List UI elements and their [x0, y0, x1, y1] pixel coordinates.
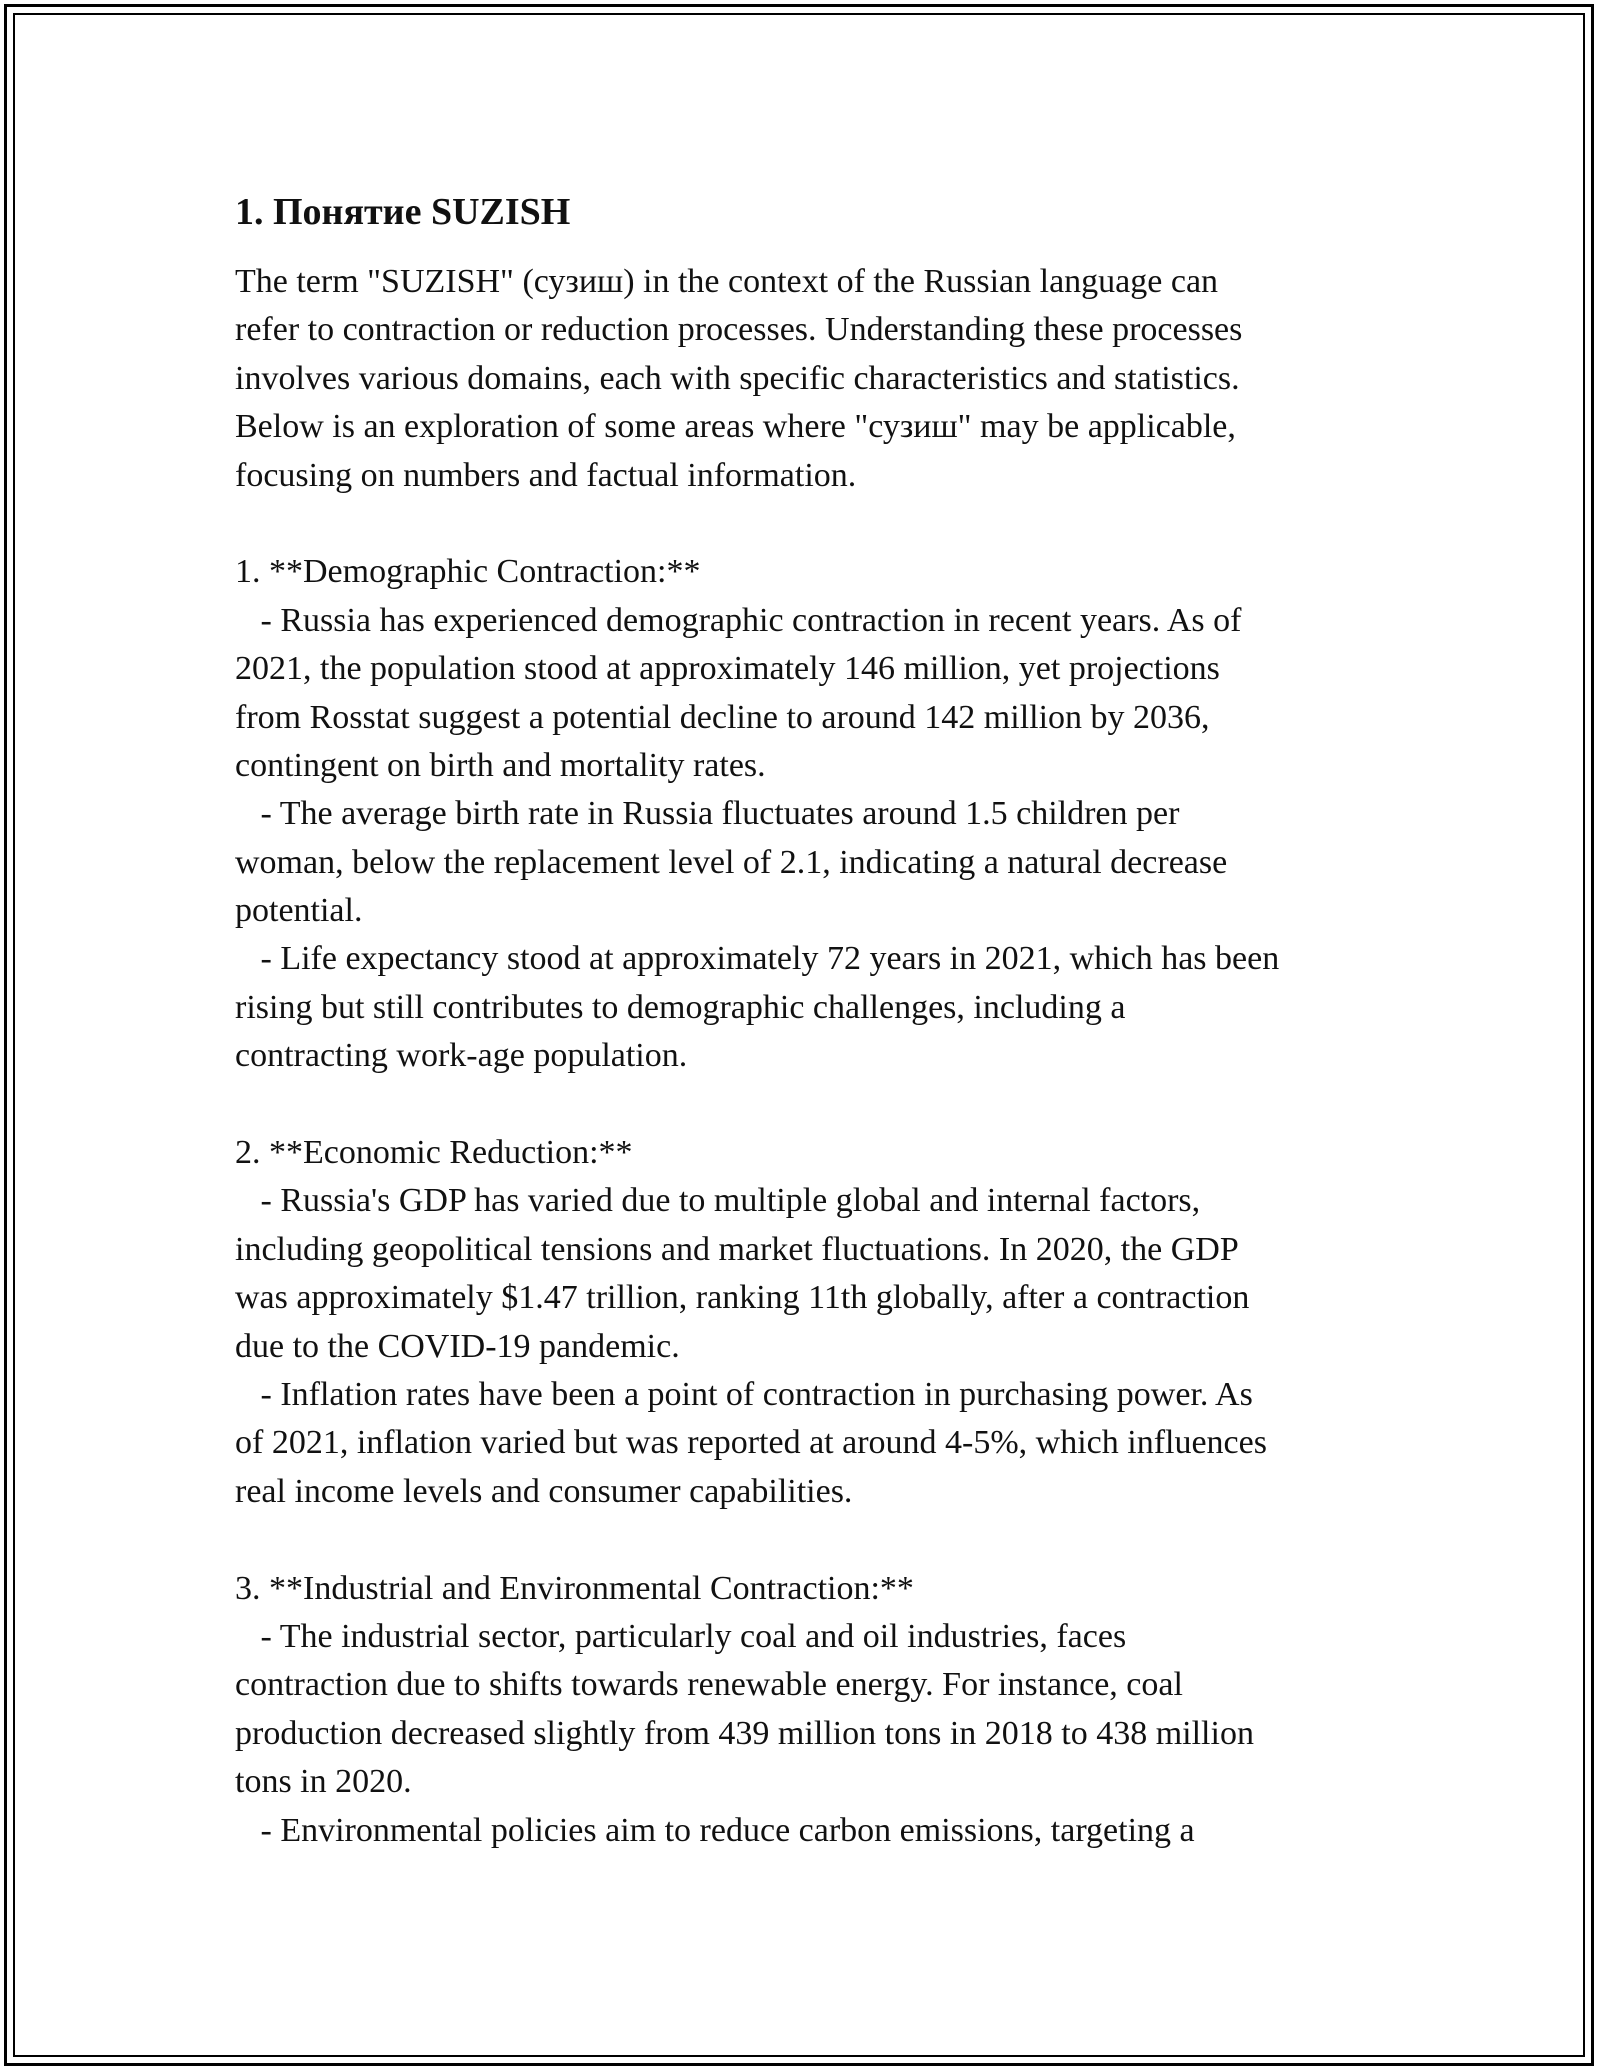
text-line: contracting work-age population. — [235, 1037, 688, 1075]
text-line: including geopolitical tensions and market fluctuations. In 2020, the GDP — [235, 1230, 1239, 1268]
text-line — [235, 1516, 1415, 1564]
text-line: involves various domains, each with specific characteristics and statistics. — [235, 359, 1240, 397]
text-line: focusing on numbers and factual information. — [235, 456, 857, 494]
text-line: - The average birth rate in Russia fluctuates around 1.5 children per — [235, 795, 1180, 833]
text-line: - Russia's GDP has varied due to multiple global and internal factors, — [235, 1182, 1201, 1220]
text-line: from Rosstat suggest a potential decline to around 142 million by 2036, — [235, 698, 1210, 736]
text-line: - The industrial sector, particularly coal and oil industries, faces — [235, 1617, 1127, 1655]
document-body — [235, 186, 1415, 1855]
text-line: production decreased slightly from 439 million tons in 2018 to 438 million — [235, 1714, 1254, 1752]
text-line: - Inflation rates have been a point of contraction in purchasing power. As — [235, 1375, 1253, 1413]
text-line: due to the COVID-19 pandemic. — [235, 1327, 680, 1365]
text-line: - Russia has experienced demographic contraction in recent years. As of — [235, 601, 1242, 639]
paragraph-block — [235, 258, 1415, 1855]
text-line: 3. **Industrial and Environmental Contraction:** — [235, 1569, 914, 1607]
text-line: refer to contraction or reduction processes. Understanding these processes — [235, 311, 1243, 349]
text-line: contingent on birth and mortality rates. — [235, 746, 766, 784]
text-line: potential. — [235, 892, 363, 930]
text-line: The term "SUZISH" (сузиш) in the context of the Russian language can — [235, 263, 1219, 300]
text-line: 1. **Demographic Contraction:** — [235, 553, 701, 591]
text-line — [235, 500, 1415, 548]
text-line: Below is an exploration of some areas where "сузиш" may be applicable, — [235, 408, 1236, 446]
section-heading: 1. Понятие SUZISH — [235, 191, 571, 233]
text-line: contraction due to shifts towards renewable energy. For instance, coal — [235, 1666, 1183, 1704]
text-line — [235, 1081, 1415, 1129]
text-line: rising but still contributes to demographic challenges, including a — [235, 988, 1126, 1026]
text-line: 2021, the population stood at approximately 146 million, yet projections — [235, 650, 1220, 688]
text-line: was approximately $1.47 trillion, ranking 11th globally, after a contraction — [235, 1279, 1250, 1317]
text-line: - Life expectancy stood at approximately 72 years in 2021, which has been — [235, 940, 1280, 978]
text-line: woman, below the replacement level of 2.1, indicating a natural decrease — [235, 843, 1228, 881]
text-line: - Environmental policies aim to reduce carbon emissions, targeting a — [235, 1811, 1195, 1849]
text-line: tons in 2020. — [235, 1763, 412, 1801]
text-line: of 2021, inflation varied but was reported at around 4-5%, which influences — [235, 1424, 1267, 1462]
text-line: real income levels and consumer capabilities. — [235, 1472, 853, 1510]
text-line: 2. **Economic Reduction:** — [235, 1134, 633, 1172]
